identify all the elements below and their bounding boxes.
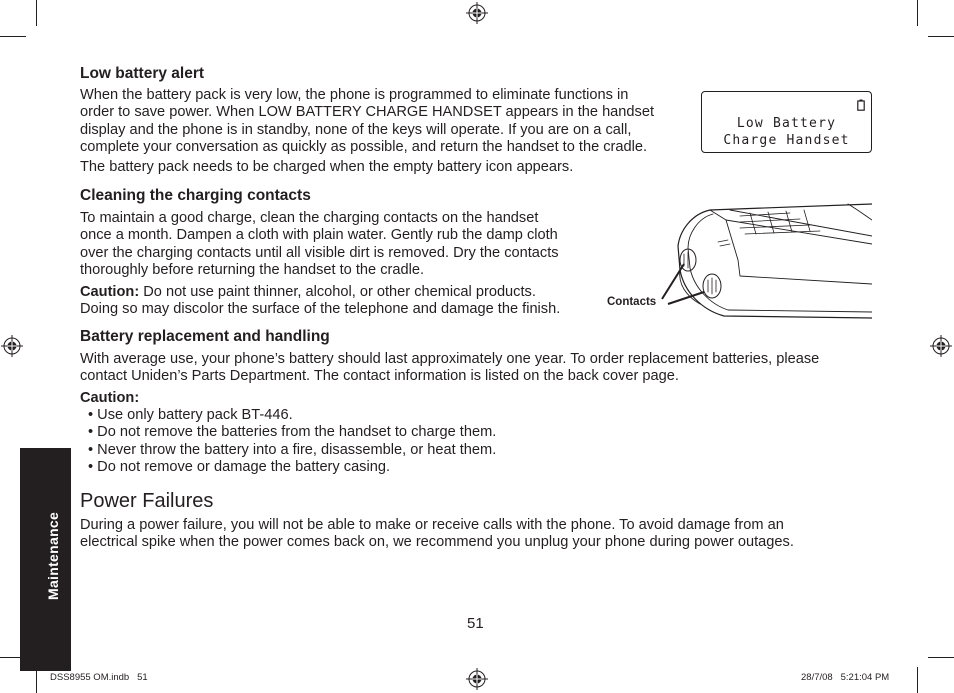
battery-heading: Battery replacement and handling	[80, 328, 330, 345]
footer-timestamp: 28/7/08 5:21:04 PM	[801, 672, 890, 683]
display-line-1: Low Battery	[736, 116, 837, 131]
handset-display	[701, 91, 872, 153]
text-line: Doing so may discolor the surface of the telephone and damage the finish.	[80, 301, 561, 318]
power-failures-paragraph	[80, 517, 880, 552]
power-failures-heading: Power Failures	[80, 490, 214, 512]
list-item: • Use only battery pack BT-446.	[88, 407, 293, 423]
text-line: order to save power. When LOW BATTERY CHARGE HANDSET appears in the handset	[80, 104, 655, 121]
text-line	[80, 284, 595, 301]
cleaning-caution	[80, 284, 595, 319]
list-item: • Do not remove or damage the battery casing.	[88, 458, 391, 475]
text-line: thoroughly before returning the handset to the cradle.	[80, 261, 424, 278]
footer-file-info: DSS8955 OM.indb 51	[50, 672, 148, 683]
registration-mark-left	[1, 335, 23, 357]
contacts-label: Contacts	[607, 296, 657, 308]
text-line: electrical spike when the power comes back on, we recommend you unplug your phone during power outages.	[80, 534, 794, 551]
crop-mark-br-h	[928, 657, 954, 658]
registration-mark-top	[466, 2, 488, 24]
crop-mark-tl-v	[36, 0, 37, 26]
text-line: During a power failure, you will not be able to make or receive calls with the phone. To avoid damage from an	[80, 517, 784, 533]
text-line: When the battery pack is very low, the phone is programmed to eliminate functions in	[80, 87, 629, 103]
text-line: contact Uniden’s Parts Department. The contact information is listed on the back cover page.	[80, 368, 679, 385]
caution-text: Do not use paint thinner, alcohol, or other chemical products.	[139, 284, 536, 300]
text-line: With average use, your phone’s battery should last approximately one year. To order replacement batteries, please	[80, 351, 820, 367]
battery-paragraph	[80, 351, 880, 386]
display-line-2: Charge Handset	[723, 133, 850, 148]
cleaning-heading: Cleaning the charging contacts	[80, 187, 311, 204]
crop-mark-tr-h	[928, 36, 954, 37]
crop-mark-br-v	[917, 667, 918, 693]
section-tab-label: Maintenance	[45, 511, 61, 600]
battery-bullet-list	[88, 407, 496, 476]
list-item: • Never throw the battery into a fire, disassemble, or heat them.	[88, 441, 497, 458]
battery-caution-label: Caution:	[80, 390, 140, 406]
registration-mark-right	[930, 335, 952, 357]
text-line: display and the phone is in standby, none of the keys will operate. If you are on a call,	[80, 121, 632, 138]
empty-battery-icon	[857, 99, 865, 111]
caution-label: Caution:	[80, 284, 140, 300]
section-tab	[20, 448, 71, 671]
crop-mark-tr-v	[917, 0, 918, 26]
list-item: • Do not remove the batteries from the handset to charge them.	[88, 424, 497, 441]
low-battery-paragraph	[80, 87, 695, 156]
cleaning-paragraph	[80, 210, 595, 279]
low-battery-note: The battery pack needs to be charged when the empty battery icon appears.	[80, 159, 574, 175]
crop-mark-tl-h	[0, 36, 26, 37]
text-line: over the charging contacts until all visible dirt is removed. Dry the contacts	[80, 244, 559, 261]
page-number: 51	[467, 615, 484, 632]
text-line: once a month. Dampen a cloth with plain water. Gently rub the damp cloth	[80, 227, 558, 244]
text-line: To maintain a good charge, clean the charging contacts on the handset	[80, 210, 539, 226]
low-battery-heading: Low battery alert	[80, 65, 205, 82]
registration-mark-bottom	[466, 668, 488, 690]
text-line: complete your conversation as quickly as possible, and return the handset to the cradle.	[80, 138, 648, 155]
